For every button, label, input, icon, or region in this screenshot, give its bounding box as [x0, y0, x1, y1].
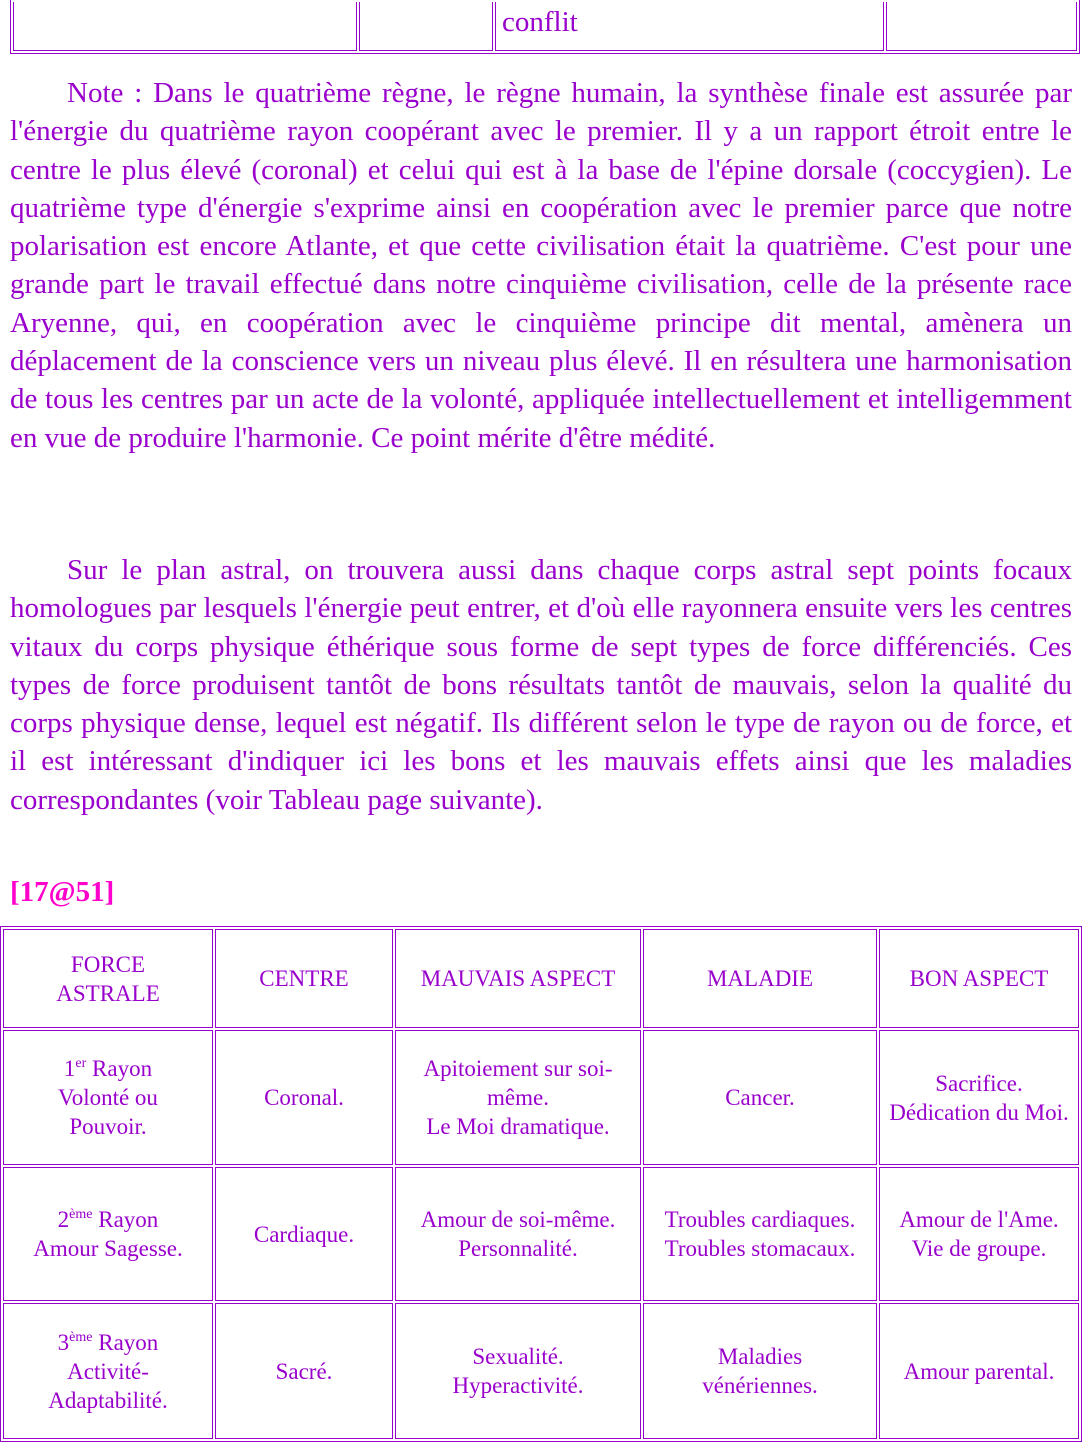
- mauvais-line: Apitoiement sur soi-: [423, 1056, 613, 1081]
- bon-line: Sacrifice.: [935, 1070, 1023, 1096]
- ray-title: [8, 1328, 208, 1357]
- continued-table-fragment: [10, 0, 1080, 54]
- mauvais-line: même.: [487, 1085, 549, 1110]
- ray-number: 2: [57, 1207, 70, 1232]
- header-line: FORCE: [70, 951, 146, 977]
- header-maladie: MALADIE: [643, 929, 877, 1028]
- table-cell: conflit: [495, 2, 884, 51]
- table-cell: [359, 2, 493, 51]
- ray-ordinal: ème: [69, 1329, 93, 1345]
- ray-quality: Adaptabilité.: [48, 1387, 168, 1413]
- ray-word: Rayon: [86, 1056, 153, 1081]
- cell-bon-aspect: [879, 1167, 1079, 1301]
- header-line: ASTRALE: [56, 980, 160, 1006]
- ray-quality: Amour Sagesse.: [33, 1236, 183, 1261]
- mauvais-line: Amour de soi-même.: [420, 1207, 616, 1232]
- header-centre: CENTRE: [215, 929, 393, 1028]
- cell-mauvais-aspect: [395, 1303, 641, 1439]
- cell-mauvais-aspect: [395, 1167, 641, 1301]
- table-row: [3, 1303, 1079, 1439]
- bon-line: Vie de groupe.: [911, 1236, 1047, 1261]
- bon-line: Amour parental.: [903, 1358, 1055, 1384]
- astral-force-table: [0, 926, 1082, 1442]
- ray-number: 3: [57, 1329, 70, 1355]
- page-reference: [17@51]: [10, 876, 115, 908]
- paragraph-note: Note : Dans le quatrième règne, le règne humain, la synthèse finale est assurée par l'énergie du quatrième rayon coopérant avec le premier. Il y a un rapport étroit entre le centre le plus élevé (coronal) et celui qui est à la base de l'épine dorsale (coccygien). Le quatrième type d'énergie s'exprime ainsi en coopération avec le premier parce que notre polarisation est encore Atlante, et que cette civilisation était la quatrième. C'est pour une grande part le travail effectué dans notre cinquième civilisation, celle de la présente race Aryenne, qui, en coopération avec le cinquième principe dit mental, amènera un déplacement de la conscience vers un niveau plus élevé. Il en résultera une harmonisation de tous les centres par un acte de la volonté, appliquée intellectuellement et intelligemment en vue de produire l'harmonie. Ce point mérite d'être médité.: [10, 77, 1072, 454]
- mauvais-line: Le Moi dramatique.: [426, 1114, 610, 1139]
- cell-maladie: [643, 1303, 877, 1439]
- table-header-row: [3, 929, 1079, 1028]
- maladie-line: Troubles stomacaux.: [664, 1236, 856, 1261]
- ray-quality: Volonté ou: [58, 1085, 158, 1110]
- mauvais-line: Hyperactivité.: [452, 1373, 584, 1398]
- cell-maladie: [643, 1030, 877, 1165]
- maladie-line: Troubles cardiaques.: [664, 1207, 856, 1232]
- ray-number: 1: [63, 1056, 76, 1081]
- mauvais-line: Personnalité.: [458, 1236, 578, 1261]
- cell-force-astrale: [3, 1030, 213, 1165]
- cell-mauvais-aspect: [395, 1030, 641, 1165]
- paragraph-astral: Sur le plan astral, on trouvera aussi dans chaque corps astral sept points focaux homologues par lesquels l'énergie peut entrer, et d'où elle rayonnera ensuite vers les centres vitaux du corps physique éthérique sous forme de sept types de force différenciés. Ces types de force produisent tantôt de bons résultats tantôt de mauvais, selon la qualité du corps physique dense, lequel est négatif. Ils différent selon le type de rayon ou de force, et il est intéressant d'indiquer ici les bons et les mauvais effets ainsi que les maladies correspondantes (voir Tableau page suivante).: [10, 554, 1072, 816]
- ray-title: [8, 1054, 208, 1083]
- cell-maladie: [643, 1167, 877, 1301]
- maladie-line: Cancer.: [725, 1085, 795, 1110]
- table-row: [3, 1030, 1079, 1165]
- ray-ordinal: er: [75, 1056, 87, 1071]
- bon-line: Amour de l'Ame.: [899, 1207, 1059, 1232]
- ray-ordinal: ème: [69, 1207, 93, 1222]
- header-bon-aspect: BON ASPECT: [879, 929, 1079, 1028]
- table-row: [13, 2, 1077, 51]
- mauvais-line: Sexualité.: [472, 1344, 564, 1369]
- maladie-line: vénériennes.: [702, 1373, 818, 1398]
- table-cell: [13, 2, 357, 51]
- cell-force-astrale: [3, 1303, 213, 1439]
- ray-quality: Pouvoir.: [69, 1114, 147, 1139]
- ray-word: Rayon: [92, 1329, 159, 1355]
- ray-title: [8, 1205, 208, 1234]
- header-force-astrale: [3, 929, 213, 1028]
- bon-line: Dédication du Moi.: [889, 1099, 1069, 1125]
- table-cell: [886, 2, 1077, 51]
- ray-word: Rayon: [92, 1207, 159, 1232]
- cell-bon-aspect: [879, 1030, 1079, 1165]
- table-row: [3, 1167, 1079, 1301]
- cell-centre: Sacré.: [215, 1303, 393, 1439]
- cell-centre: Coronal.: [215, 1030, 393, 1165]
- maladie-line: Maladies: [717, 1344, 803, 1369]
- cell-centre: Cardiaque.: [215, 1167, 393, 1301]
- header-mauvais-aspect: MAUVAIS ASPECT: [395, 929, 641, 1028]
- cell-bon-aspect: [879, 1303, 1079, 1439]
- cell-force-astrale: [3, 1167, 213, 1301]
- ray-quality: Activité-: [67, 1358, 149, 1384]
